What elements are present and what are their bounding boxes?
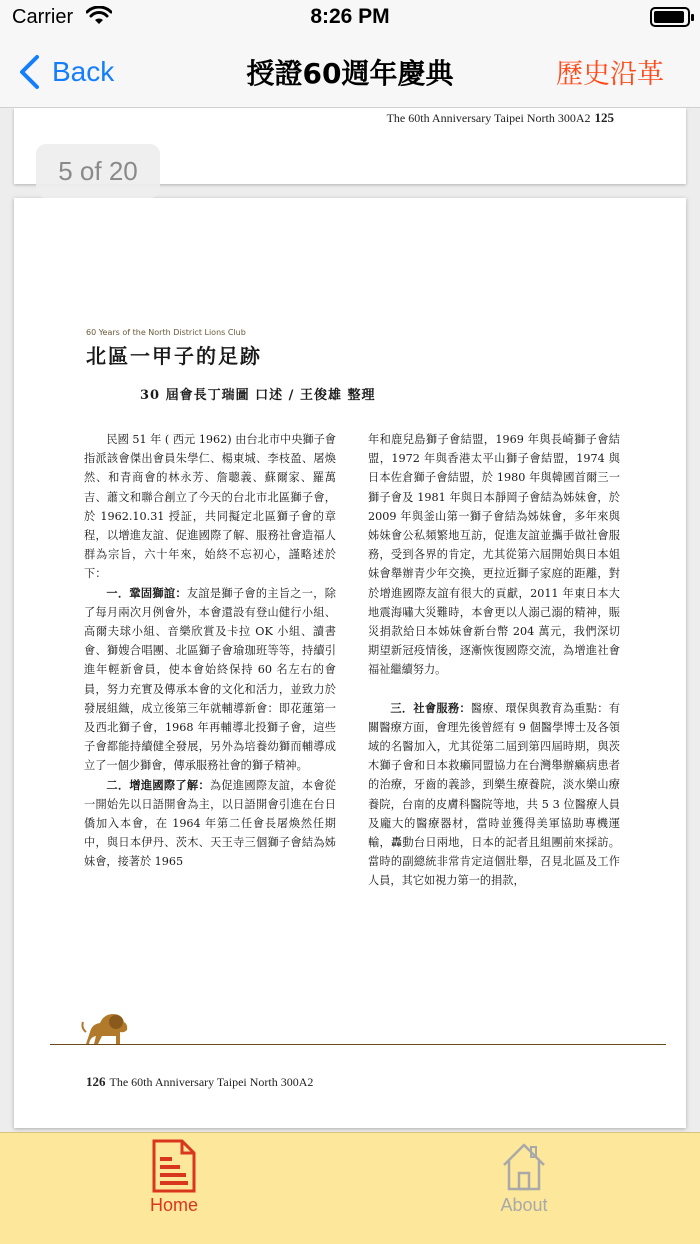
house-icon: [500, 1139, 548, 1193]
battery-icon: [650, 7, 690, 27]
history-button[interactable]: 歷史沿革: [556, 59, 664, 90]
footer-page-number: 126: [86, 1074, 106, 1089]
article-title: 北區一甲子的足跡: [86, 344, 262, 368]
section-2-heading: 二．增進國際了解：: [106, 777, 210, 792]
article-byline: 30 屆會長丁瑞圖 口述 / 王俊雄 整理: [140, 388, 376, 403]
back-label: Back: [52, 56, 115, 87]
previous-page-header-text: The 60th Anniversary Taipei North 300A2: [386, 111, 591, 125]
previous-page-header: [387, 110, 614, 126]
tab-home[interactable]: [114, 1139, 234, 1239]
lion-icon: [80, 1006, 136, 1046]
section-1-text: 友誼是獅子會的主旨之一，除了每月兩次月例會外，本會還設有登山健行小組、高爾夫球小組、音樂欣賞及卡拉 OK 小組、讀書會、獅嫂合唱團、北區獅子會瑜珈班等等，持續引進年輕新會員，使本會始終保持 60 名左右的會員，努力充實及傳承本會的文化和活力，並致力於發展組織，成立後第三年就輔導新會：即花蓮第一及西北獅子會，1968 年再輔導北投獅子會，這些子會都能持續健全發展，另外為培養幼獅而輔導成立了一個少獅會，傳承服務社會的獅子精神。: [84, 586, 336, 773]
section-1-paragraph: [84, 584, 336, 776]
page-footer: [86, 1074, 313, 1090]
footer-divider: [50, 1044, 666, 1045]
navigation-bar: [0, 36, 700, 108]
page-counter: 5 of 20: [36, 144, 160, 198]
carrier-label: Carrier: [12, 6, 74, 28]
battery-level: [654, 11, 684, 23]
intro-paragraph: 民國 51 年 ( 西元 1962) 由台北市中央獅子會指派該會傑出會員朱學仁、楊東城、李枝盈、屠煥然、和青商會的林永芳、詹聰義、蘇爾家、羅萬吉、蕭文和聯合創立了今天的台北市北區獅子會，於 1962.10.31 授証，共同擬定北區獅子會的章程，以增進友誼、促進國際了解、服務社會造福人群為宗旨，六十年來，始終不忘初心，謹略述於下：: [84, 433, 336, 581]
previous-page-number: 125: [594, 110, 614, 125]
article-kicker: 60 Years of the North District Lions Club: [86, 328, 246, 337]
left-column: [84, 430, 336, 872]
status-time: 8:26 PM: [310, 5, 390, 28]
section-3-paragraph: [368, 699, 620, 891]
document-icon: [150, 1139, 198, 1193]
pdf-viewer[interactable]: [0, 108, 700, 1132]
tab-about[interactable]: [464, 1139, 584, 1239]
right-column: [368, 430, 620, 891]
page-title: 授證60週年慶典: [246, 57, 454, 90]
tab-home-label: Home: [149, 1195, 198, 1215]
back-button[interactable]: [18, 50, 114, 94]
chevron-left-icon: [18, 54, 40, 90]
tab-bar: [0, 1132, 700, 1244]
section-3-heading: 三．社會服務：: [390, 700, 471, 715]
current-page[interactable]: [14, 198, 686, 1128]
tab-about-label: About: [500, 1195, 548, 1215]
section-2-text: 為促進國際友誼，本會從一開始先以日語開會為主，以日語開會引進在台日僑加入本會，在 1964 年第二任會長屠煥然任期中，與日本伊丹、茨木、天王寺三個獅子會結為姊妹會，接著於 1965: [84, 778, 336, 869]
continued-paragraph: 年和鹿兒島獅子會結盟，1969 年與長崎獅子會結盟，1972 年與香港太平山獅子會結盟，1974 與日本佐倉獅子會結盟，於 1980 年與韓國首爾三一獅子會及 1981 年與日本靜岡子會結為姊妹會，於 2009 年與釜山第一獅子會結為姊妹會，多年來與姊妹會公私頻繁地互訪，促進友誼並攜手做社會服務，受到各界的肯定，尤其從第六屆開始與日本姐妹會舉辦青少年交換，更拉近獅子家庭的距離，對於增進國際友誼有很大的貢獻，2011 年東日本大地震海嘯大災難時，本會更以人溺己溺的精神，賑災捐款給日本姊妹會新台幣 204 萬元，我們深切期望新冠疫情後，逐漸恢復國際交流，為增進社會福祉繼續努力。: [368, 433, 620, 677]
section-1-heading: 一．鞏固獅誼：: [106, 585, 187, 600]
section-3-text: 醫療、環保與教育為重點：有關醫療方面，會理先後曾經有 9 個醫學博士及各領域的名醫加入，尤其從第二屆到第四屆時期，與茨木獅子會和日本救癩同盟協力在台灣舉辦癩病患者的治療，牙齒的義診，到樂生療養院，淡水樂山療養院，台南的皮膚科醫院等地，共 5 3 位醫療人員及龐大的醫療器材，當時並獲得美軍協助專機運輸，轟動台日兩地，日本的記者且組團前來採訪。當時的副總統非常肯定這個壯舉，召見北區及工作人員，其它如視力第一的捐款，: [368, 701, 620, 888]
footer-text: The 60th Anniversary Taipei North 300A2: [109, 1075, 314, 1089]
status-bar: [0, 0, 700, 36]
section-2-paragraph: [84, 776, 336, 872]
